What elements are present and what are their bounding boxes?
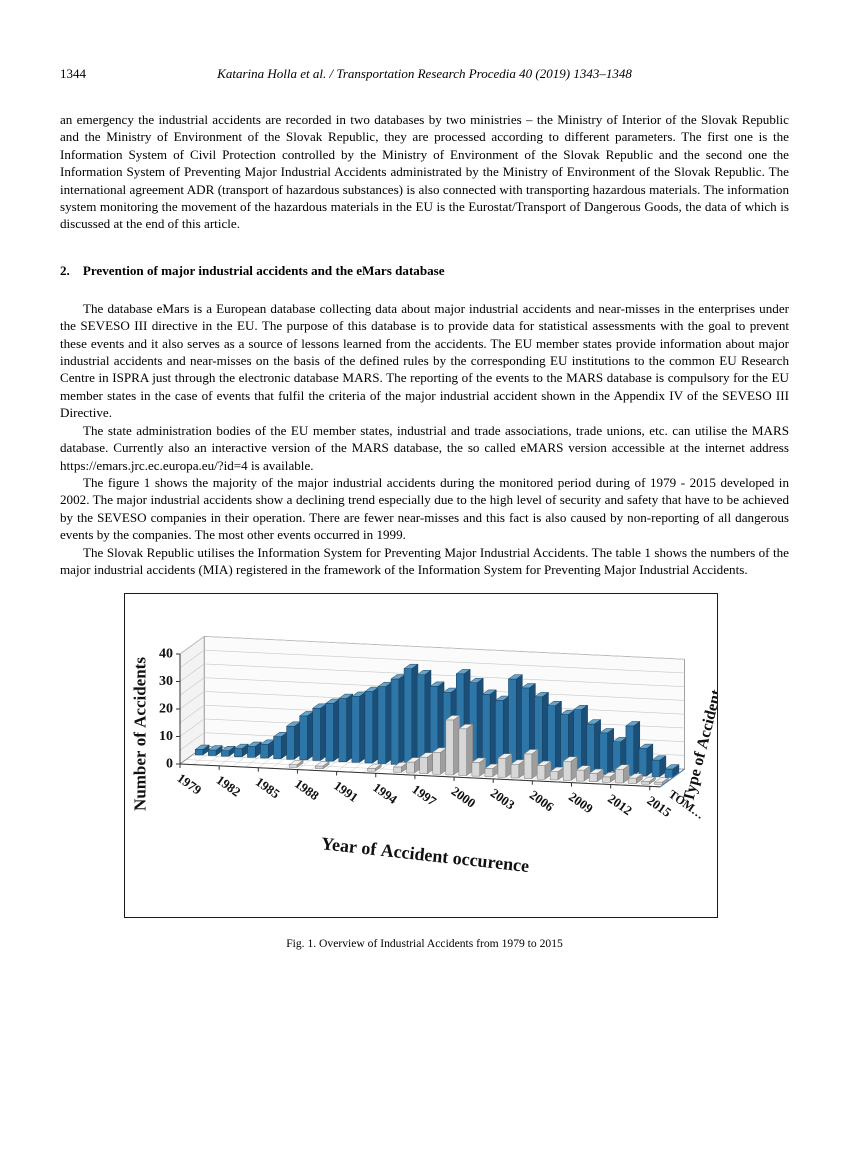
paragraph-mars-access: The state administration bodies of the EU member states, industrial and trade associations, trade unions, etc. can utilise the MARS database. Currently also an interactive version of the MARS database, the so called eMARS version accessible at the internet address https://emars.jrc.ec.europa.eu/?id=4 is available.	[60, 422, 789, 473]
body-content	[60, 111, 789, 952]
running-head: Katarina Holla et al. / Transportation Research Procedia 40 (2019) 1343–1348	[217, 66, 632, 81]
paragraph-emars-database: The database eMars is a European database collecting data about major industrial accidents and near-misses in the enterprises under the SEVESO III directive in the EU. The purpose of this database is to provide data for statistical assessments with the goal to prevent these events and it also serves as a source of lessons learned from the accidents. The EU member states provide information about major industrial accidents and near-misses on the basis of the defined rules by the corresponding EU institutions to the common EU Research Centre in ISPRA just through the electronic database MARS. The reporting of the events to the MARS database is compulsory for the EU member states in the case of events that fulfil the criteria of the major industrial accident shown in the Appendix IV of the SEVESO III Directive.	[60, 300, 789, 421]
paragraph-intro-continuation: an emergency the industrial accidents are recorded in two databases by two ministries – the Ministry of Interior of the Slovak Republic and the Ministry of Environment of the Slovak Republic, they are processed according to different parameters. The first one is the Information System of Civil Protection controlled by the Ministry of Environment of the Slovak Republic and the second one the Information System of Preventing Major Industrial Accidents administrated by the Ministry of Environment of the Slovak Republic. The international agreement ADR (transport of hazardous substances) is also connected with transporting hazardous materials. The information system monitoring the movement of the hazardous materials in the EU is the Eurostat/Transport of Dangerous Goods, the data of which is discussed at the end of this article.	[60, 112, 789, 232]
paragraph-slovak-system: The Slovak Republic utilises the Information System for Preventing Major Industrial Accidents. The table 1 shows the numbers of the major industrial accidents (MIA) registered in the framework of the Information System for Preventing Major Industrial Accidents.	[60, 544, 789, 577]
page-header	[60, 66, 789, 84]
figure-caption: Fig. 1. Overview of Industrial Accidents from 1979 to 2015	[286, 937, 563, 951]
industrial-accidents-3d-bar-chart	[125, 594, 717, 917]
figure-1	[60, 593, 789, 951]
chart-frame	[124, 593, 718, 918]
section-title: Prevention of major industrial accidents and the eMars database	[82, 262, 445, 278]
section-number: 2.	[60, 262, 70, 278]
section-heading	[60, 262, 789, 279]
paragraph-figure1-discussion: The figure 1 shows the majority of the major industrial accidents during the monitored period during of 1979 - 2015 developed in 2002. The major industrial accidents show a declining trend especially due to the high level of security and safety that have to be achieved by the SEVESO companies in their operation. There are fewer near-misses and this fact is also caused by non-reporting of all dangerous events by the companies. The most other events occurred in 1999.	[60, 474, 789, 543]
page-number: 1344	[60, 66, 86, 81]
